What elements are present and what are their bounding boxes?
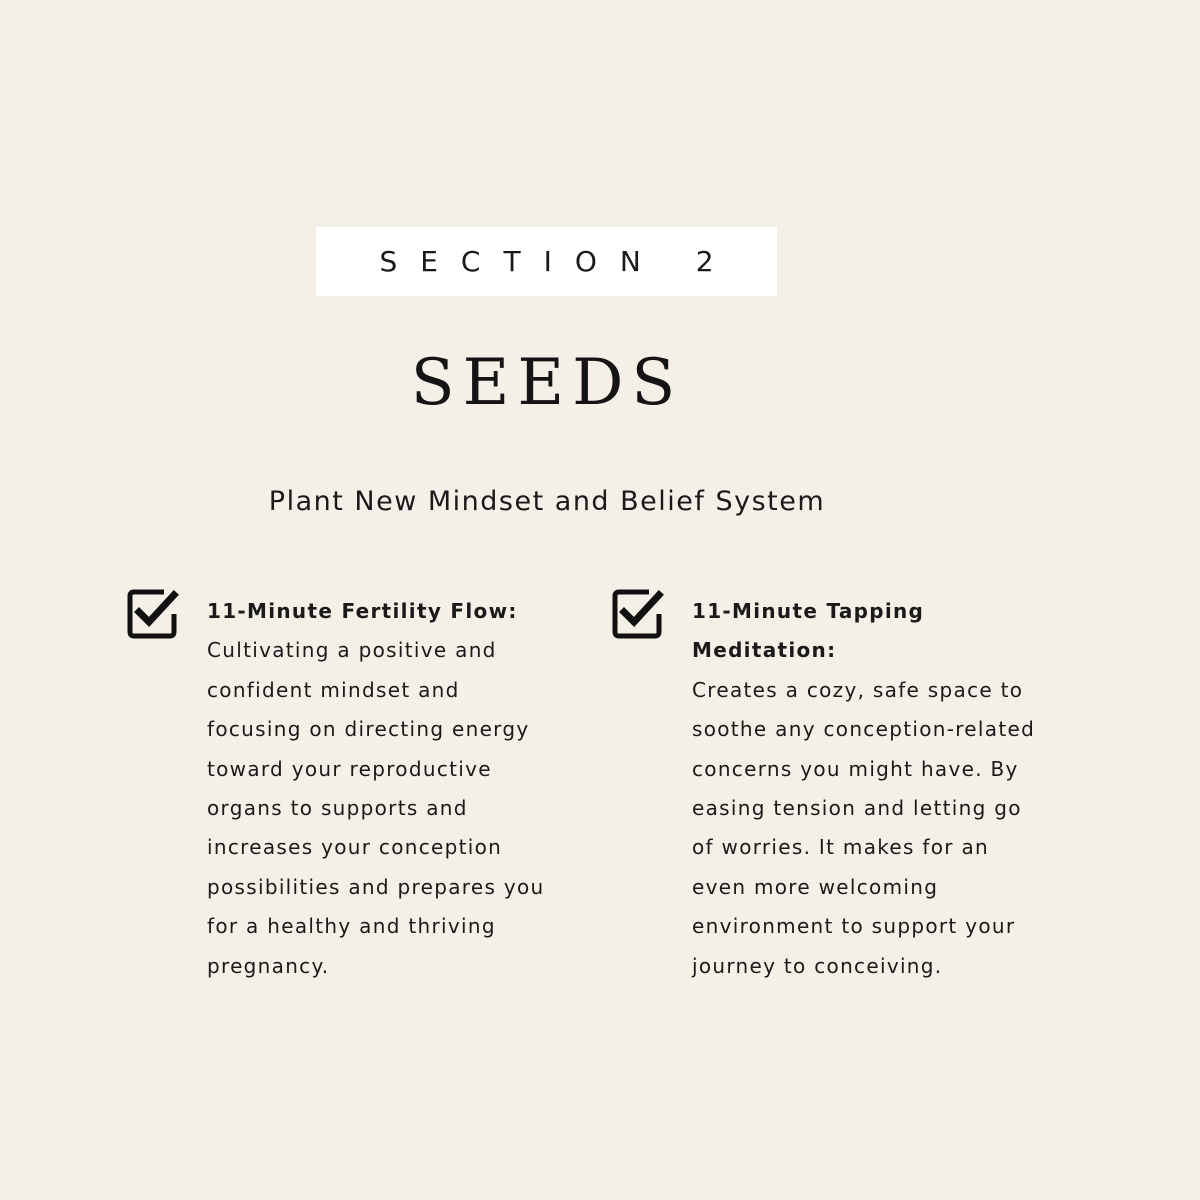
feature-line: pregnancy. bbox=[207, 953, 330, 978]
checkbox-checked-icon bbox=[612, 588, 664, 640]
feature-line: even more welcoming bbox=[692, 874, 939, 899]
feature-line: focusing on directing energy bbox=[207, 717, 530, 742]
checkbox-checked-icon bbox=[127, 588, 179, 640]
section-badge bbox=[316, 227, 777, 296]
feature-item-tapping-meditation bbox=[612, 588, 1072, 986]
feature-line: possibilities and prepares you bbox=[207, 874, 545, 899]
feature-line: concerns you might have. By bbox=[692, 756, 1019, 781]
page-title: SEEDS bbox=[410, 346, 684, 420]
feature-line: confident mindset and bbox=[207, 677, 460, 702]
feature-line: toward your reproductive bbox=[207, 756, 492, 781]
feature-item-fertility-flow bbox=[127, 588, 587, 986]
page-subtitle: Plant New Mindset and Belief System bbox=[268, 486, 826, 517]
feature-line: environment to support your bbox=[692, 914, 1016, 939]
feature-line: for a healthy and thriving bbox=[207, 914, 496, 939]
feature-line: of worries. It makes for an bbox=[692, 835, 989, 860]
feature-text bbox=[207, 592, 587, 986]
feature-text bbox=[692, 592, 1072, 986]
feature-line: Creates a cozy, safe space to bbox=[692, 677, 1024, 702]
section-label: SECTION 2 bbox=[379, 245, 737, 278]
feature-title: 11-Minute Tapping Meditation: bbox=[692, 599, 925, 663]
feature-line: Cultivating a positive and bbox=[207, 638, 497, 663]
feature-line: easing tension and letting go bbox=[692, 796, 1022, 821]
feature-line: organs to supports and bbox=[207, 796, 468, 821]
feature-line: increases your conception bbox=[207, 835, 503, 860]
feature-line: journey to conceiving. bbox=[692, 953, 943, 978]
feature-line: soothe any conception-related bbox=[692, 717, 1036, 742]
feature-title: 11-Minute Fertility Flow: bbox=[207, 599, 518, 623]
